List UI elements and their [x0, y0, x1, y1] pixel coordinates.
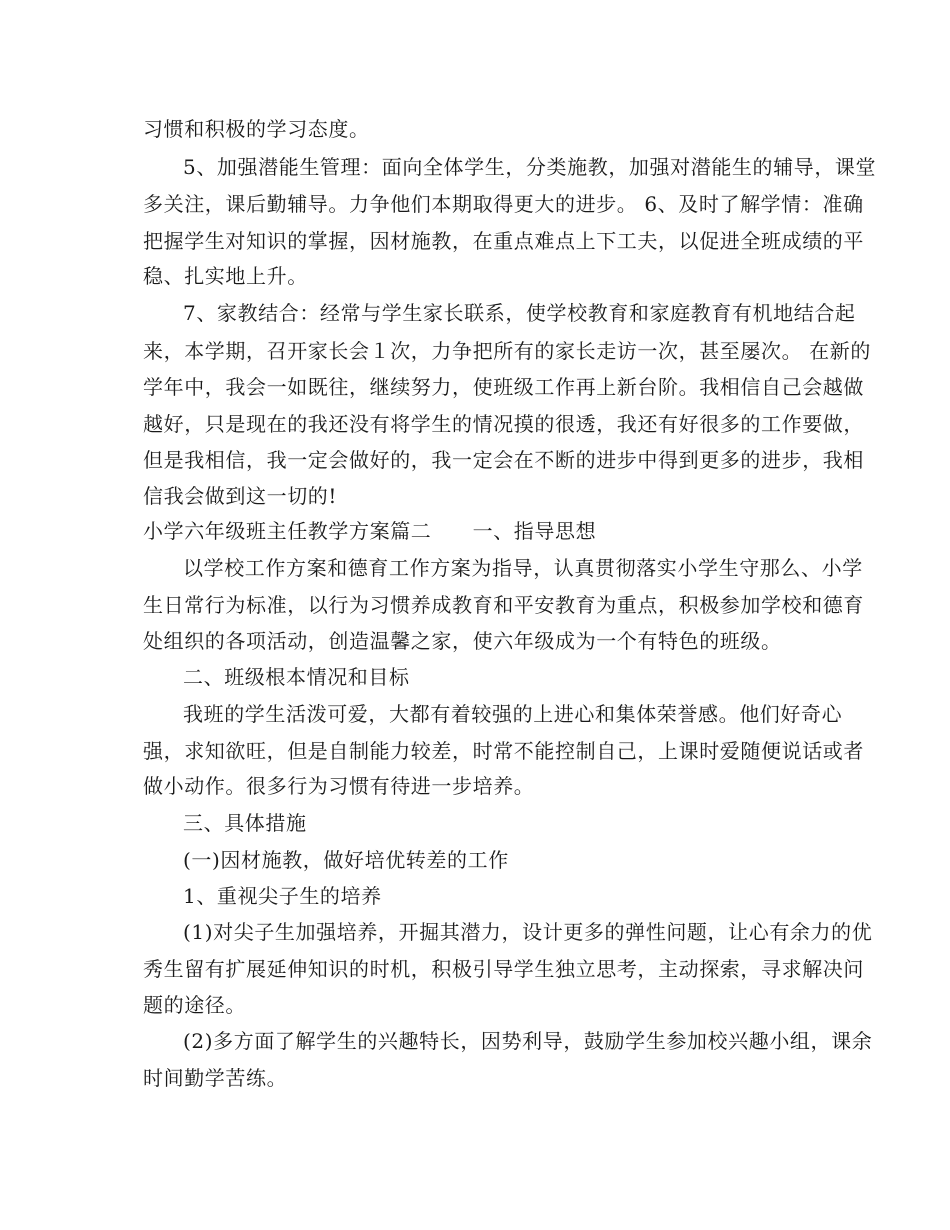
subsection-heading: 1、重视尖子生的培养	[183, 884, 382, 908]
section-heading: 小学六年级班主任教学方案篇二 一、指导思想	[143, 519, 597, 543]
text-line: (2)多方面了解学生的兴趣特长，因势利导，鼓励学生参加校兴趣小组，课余	[183, 1029, 873, 1053]
text-line: 生日常行为标准，以行为习惯养成教育和平安教育为重点，积极参加学校和德育	[143, 593, 864, 617]
subsection-heading: (一)因材施教，做好培优转差的工作	[183, 848, 509, 872]
text-line: 学年中，我会一如既往，继续努力，使班级工作再上新台阶。我相信自己会越做	[143, 375, 864, 399]
section-heading: 二、班级根本情况和目标	[183, 665, 410, 689]
text-line: 题的途径。	[143, 993, 246, 1017]
text-line: 但是我相信，我一定会做好的，我一定会在不断的进步中得到更多的进步，我相	[143, 448, 864, 472]
text-line: 强，求知欲旺，但是自制能力较差，时常不能控制自己，上课时爱随便说话或者	[143, 739, 864, 763]
text-line: 时间勤学苦练。	[143, 1066, 288, 1090]
text-line: 多关注，课后勤辅导。力争他们本期取得更大的进步。 6、及时了解学情：准确	[143, 192, 864, 216]
text-line: 习惯和积极的学习态度。	[143, 117, 370, 141]
text-line: 把握学生对知识的掌握，因材施教，在重点难点上下工夫，以促进全班成绩的平	[143, 229, 864, 253]
text-line: 5、加强潜能生管理：面向全体学生，分类施教，加强对潜能生的辅导，课堂	[183, 155, 877, 179]
text-line: 稳、扎实地上升。	[143, 264, 308, 288]
text-line: 信我会做到这一切的!	[143, 484, 338, 508]
text-line: 秀生留有扩展延伸知识的时机，积极引导学生独立思考，主动探索，寻求解决问	[143, 957, 864, 981]
text-line: 以学校工作方案和德育工作方案为指导，认真贯彻落实小学生守那么、小学	[183, 556, 863, 580]
section-heading: 三、具体措施	[183, 811, 307, 835]
text-line: 来，本学期，召开家长会１次，力争把所有的家长走访一次，甚至屡次。 在新的	[143, 339, 871, 363]
text-line: (1)对尖子生加强培养，开掘其潜力，设计更多的弹性问题，让心有余力的优	[183, 920, 873, 944]
text-line: 越好，只是现在的我还没有将学生的情况摸的很透，我还有好很多的工作要做，	[143, 412, 864, 436]
text-line: 7、家教结合：经常与学生家长联系，使学校教育和家庭教育有机地结合起	[183, 301, 856, 325]
text-line: 处组织的各项活动，创造温馨之家，使六年级成为一个有特色的班级。	[143, 629, 782, 653]
text-line: 我班的学生活泼可爱，大都有着较强的上进心和集体荣誉感。他们好奇心	[183, 702, 843, 726]
text-line: 做小动作。很多行为习惯有待进一步培养。	[143, 774, 535, 798]
